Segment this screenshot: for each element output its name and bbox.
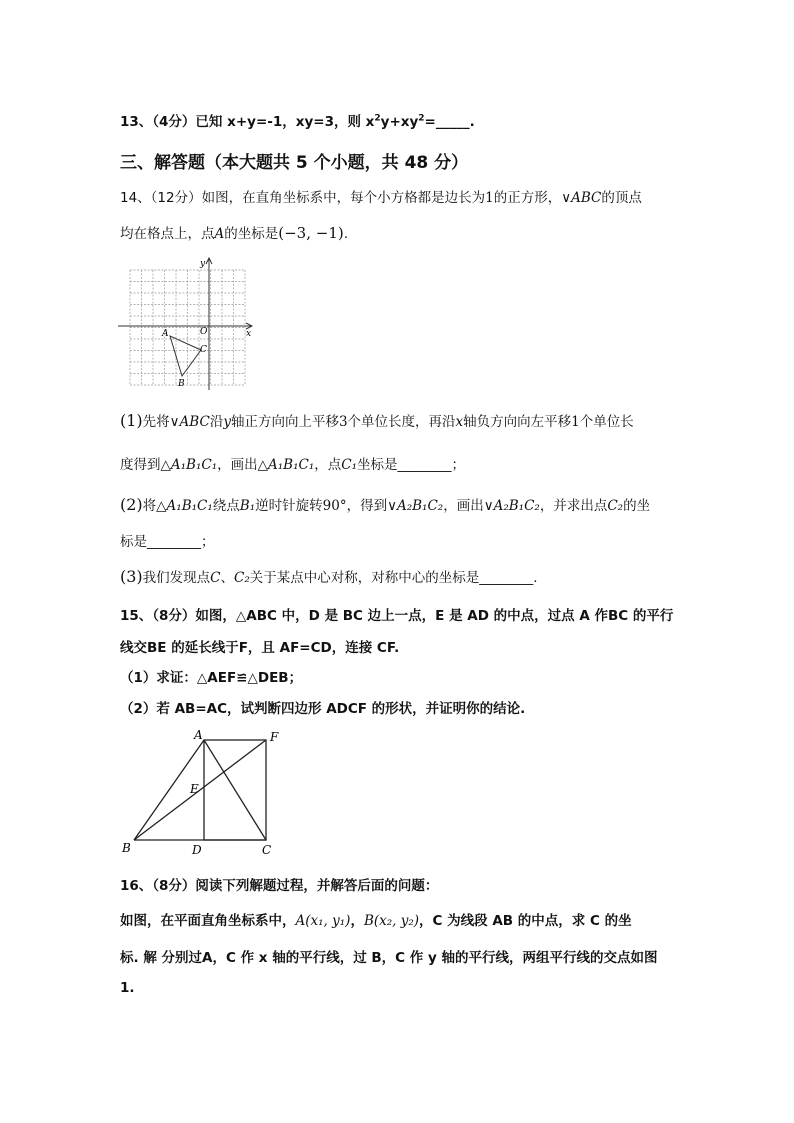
q14-sub2-a: 将 [142, 498, 157, 514]
q14-sub2-g: 的坐 [623, 498, 651, 514]
q16-line4: 1. [120, 980, 135, 996]
q14-sub2-tri3: ∨A₂B₁C₂ [483, 498, 540, 514]
q14-sub3-b: 、 [220, 570, 235, 586]
q14-sub2-f: ，并求出点 [539, 498, 608, 514]
q14-one: 1 [485, 190, 494, 206]
q15-part1: （1）求证：△AEF≌△DEB； [120, 670, 303, 686]
q15-label-d: D [192, 843, 202, 857]
q14-sub3-c: 关于某点中心对称，对称中心的坐标是 [249, 570, 480, 586]
q14-line2-end: . [343, 226, 349, 242]
q14-coordinate-figure [118, 256, 258, 392]
q15-label-a: A [194, 728, 203, 742]
q16-point-b: B(x₂, y₂) [363, 913, 420, 929]
q14-sub1-line2 [120, 453, 734, 473]
q14-sub1-tri2: △A₁B₁C₁ [257, 457, 315, 473]
q16-line3: 标. 解 分别过A，C 作 x 轴的平行线，过 B，C 作 y 轴的平行线，两组平行线的交点如图 [120, 950, 658, 966]
q13-mid: y+xy [380, 114, 419, 130]
q14-point-a: A [214, 226, 225, 242]
section-heading: 三、解答题（本大题共 5 个小题，共 48 分） [120, 153, 469, 173]
q15-label-b: B [122, 841, 131, 855]
q14-sub2-b1: B₁ [239, 498, 256, 514]
q14-sub2-end: ； [201, 534, 215, 550]
q14-sub1-line2-b: ，画出 [217, 457, 258, 473]
q14-sub1-d: 个单位长度，再沿 [347, 414, 456, 430]
q14-line2 [120, 222, 734, 242]
q14-sub1-c1: C₁ [341, 457, 357, 473]
q14-sub2-e: ，画出 [443, 498, 484, 514]
q13-prefix: 13、（4分）已知 x+y=-1，xy=3，则 x [120, 114, 375, 130]
q16-point-a: A(x₁, y₁) [295, 913, 351, 929]
q15-label-c: C [262, 843, 272, 857]
q14-sub1-c: 轴正方向向上平移 [230, 414, 339, 430]
q14-sub3 [120, 566, 734, 586]
q13-end: . [469, 114, 475, 130]
q15-part2: （2）若 AB=AC，试判断四边形 ADCF 的形状，并证明你的结论. [120, 701, 526, 717]
q15-geometry-figure [118, 726, 288, 858]
q14-sub2-c2: C₂ [607, 498, 624, 514]
q14-sub3-c2: C₂ [234, 570, 250, 586]
q14-sub2-tri: △A₁B₁C₁ [156, 498, 213, 514]
q14-sub3-end: . [533, 570, 538, 586]
q14-sub1-e: 轴负方向向左平移 [463, 414, 572, 430]
q14-line1 [120, 186, 734, 206]
q14-triangle [170, 336, 201, 376]
q14-label-y: y [200, 259, 206, 269]
q15-line1: 15、（8分）如图，△ABC 中，D 是 BC 边上一点，E 是 AD 的中点，过点 A 作BC 的平行 [120, 608, 674, 624]
q14-sub1-tri: ∨ABC [169, 414, 210, 430]
q14-label-x: x [246, 329, 252, 339]
q14-sub3-a: 我们发现点 [142, 570, 211, 586]
q15-line2: 线交BE 的延长线于F，且 AF=CD，连接 CF. [120, 640, 400, 656]
q14-sub3-answer-blank: ________ [479, 570, 534, 586]
q14-sub3-c-point: C [210, 570, 221, 586]
q14-sub2-line1 [120, 494, 734, 514]
q16-line2-a: 如图，在平面直角坐标系中， [120, 913, 296, 929]
q14-line2-b: 的坐标是 [224, 226, 279, 242]
q16-line2 [120, 909, 734, 929]
q14-sub1-x: x [455, 414, 464, 430]
q14-sub1-end: ； [451, 457, 465, 473]
q14-sub1-line1 [120, 410, 734, 430]
q13-sup2: 2 [418, 113, 425, 124]
q14-label-b: B [178, 379, 185, 389]
q14-text-c: 的顶点 [601, 190, 642, 206]
q15-segment-ac [204, 740, 266, 840]
q14-sub3-num: (3) [120, 567, 143, 586]
q14-sub1-b: 沿 [209, 414, 224, 430]
q14-sub1-num: (1) [120, 411, 143, 430]
q14-sub2-b: 绕点 [212, 498, 240, 514]
q15-segment-bf [134, 740, 266, 840]
q14-sub1-a: 先将 [142, 414, 170, 430]
q14-sub2-answer-blank: ________ [147, 534, 201, 550]
q14-sub1-3: 3 [338, 414, 348, 430]
q13-answer-blank: _____ [435, 114, 470, 130]
q14-coord-a: (−3, −1) [278, 224, 344, 242]
q15-label-f: F [270, 730, 279, 744]
q14-text-a: 14、（12分）如图，在直角坐标系中，每个小方格都是边长为 [120, 190, 486, 206]
q14-sub2-line2: 标是 [120, 534, 147, 550]
q14-sub1-y: y [223, 414, 231, 430]
q14-sub1-answer-blank: ________ [397, 457, 452, 473]
q13-sup1: 2 [374, 113, 381, 124]
q14-sub2-c: 逆时针旋转 [255, 498, 323, 514]
q14-sub2-d: ，得到 [346, 498, 388, 514]
q14-text-b: 的正方形， [493, 190, 562, 206]
q14-label-c: C [200, 345, 207, 355]
q14-label-a: A [162, 329, 169, 339]
q16-line1: 16、（8分）阅读下列解题过程，并解答后面的问题： [120, 878, 439, 894]
q14-sub1-1: 1 [571, 414, 580, 430]
q14-sub2-line2 [120, 530, 734, 550]
q14-sub2-deg: 90° [322, 498, 347, 514]
q14-sub1-line2-c: ，点 [314, 457, 342, 473]
q13-eq: = [424, 114, 436, 130]
q14-sub2-num: (2) [120, 495, 143, 514]
q14-triangle-abc: ∨ABC [561, 190, 602, 206]
q14-sub1-line2-a: 度得到 [120, 457, 161, 473]
q15-label-e: E [190, 782, 199, 796]
q14-sub1-f: 个单位长 [579, 414, 634, 430]
q14-line2-a: 均在格点上，点 [120, 226, 215, 242]
q16-comma: ， [350, 913, 364, 929]
q14-sub1-line2-d: 坐标是 [357, 457, 398, 473]
q16-line2-b: ，C 为线段 AB 的中点，求 C 的坐 [419, 913, 632, 929]
q13-text [120, 110, 734, 130]
q14-label-o: O [200, 327, 208, 337]
q14-sub1-tri1: △A₁B₁C₁ [160, 457, 218, 473]
q14-sub2-tri2: ∨A₂B₁C₂ [387, 498, 444, 514]
